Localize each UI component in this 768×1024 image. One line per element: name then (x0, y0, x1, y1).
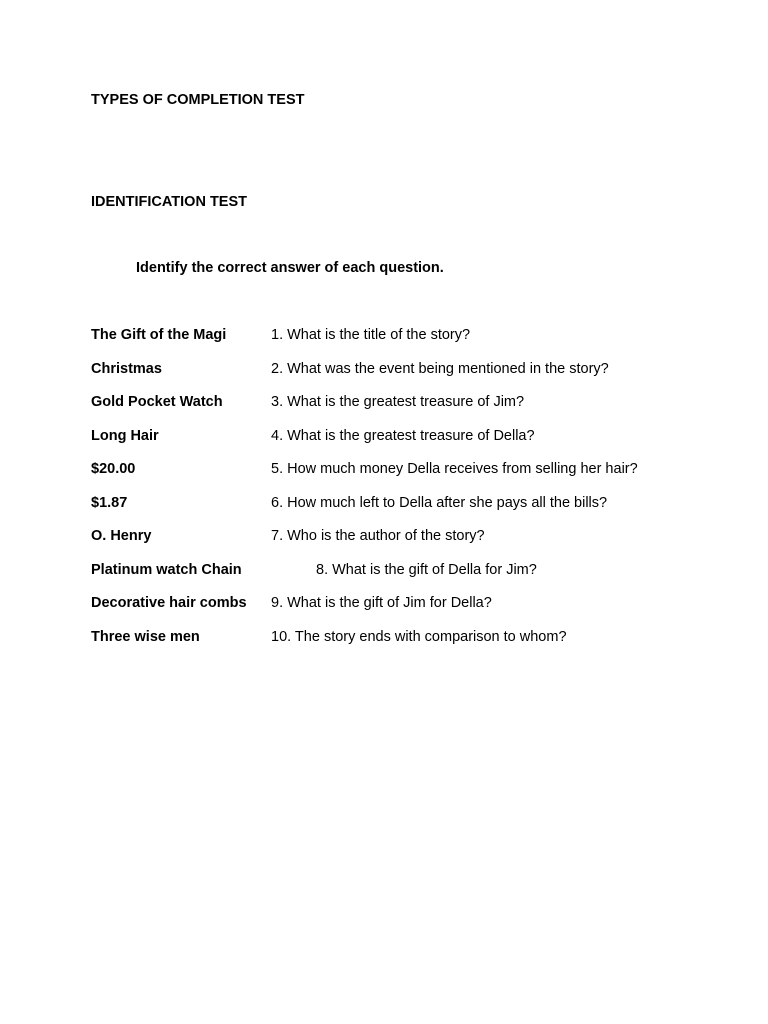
question-text: 8. What is the gift of Della for Jim? (316, 561, 537, 578)
list-item (0, 327, 768, 361)
list-item (0, 495, 768, 529)
instruction-text: Identify the correct answer of each question. (136, 260, 444, 276)
answer-text: Christmas (91, 360, 162, 377)
answer-text: Long Hair (91, 427, 159, 444)
answer-text: Platinum watch Chain (91, 561, 242, 578)
list-item (0, 394, 768, 428)
list-item (0, 595, 768, 629)
answer-text: Decorative hair combs (91, 595, 247, 611)
question-text: 7. Who is the author of the story? (271, 528, 485, 544)
question-text: 4. What is the greatest treasure of Della? (271, 427, 535, 444)
list-item (0, 629, 768, 663)
question-text: 6. How much left to Della after she pays all the bills? (271, 494, 608, 511)
list-item (0, 428, 768, 462)
document-title: TYPES OF COMPLETION TEST (91, 92, 305, 108)
question-text: 3. What is the greatest treasure of Jim? (271, 394, 525, 410)
question-text: 5. How much money Della receives from selling her hair? (271, 461, 638, 477)
answer-text: $20.00 (91, 461, 136, 477)
answer-text: O. Henry (91, 528, 152, 544)
question-text: 2. What was the event being mentioned in the story? (271, 360, 609, 377)
answer-text: The Gift of the Magi (91, 327, 227, 343)
list-item (0, 361, 768, 395)
answer-text: $1.87 (91, 494, 128, 511)
question-text: 1. What is the title of the story? (271, 327, 471, 343)
list-item (0, 562, 768, 596)
question-text: 10. The story ends with comparison to whom? (271, 628, 567, 645)
section-title: IDENTIFICATION TEST (91, 194, 248, 210)
question-answer-list (0, 327, 768, 662)
answer-text: Three wise men (91, 628, 200, 645)
list-item (0, 461, 768, 495)
list-item (0, 528, 768, 562)
question-text: 9. What is the gift of Jim for Della? (271, 595, 492, 611)
answer-text: Gold Pocket Watch (91, 394, 223, 410)
